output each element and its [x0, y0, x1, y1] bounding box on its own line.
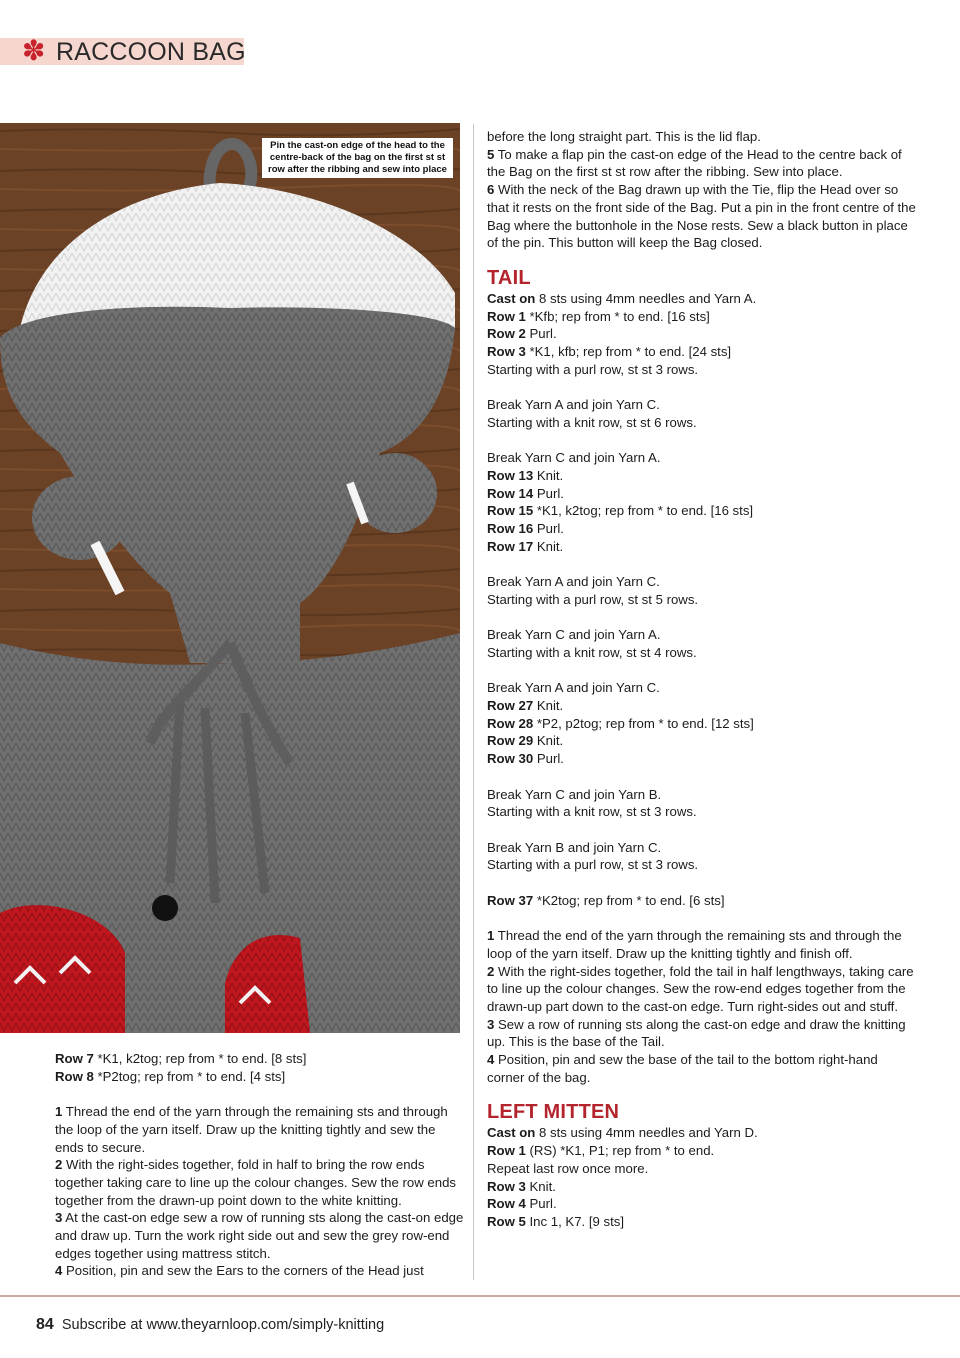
instruction-label: Row 3	[487, 1178, 526, 1194]
instruction-text: Knit.	[533, 698, 564, 714]
instruction-text: *K1, k2tog; rep from * to end. [16 sts]	[533, 503, 754, 519]
instruction-text: Knit.	[533, 538, 564, 554]
instruction-text: Knit.	[525, 1178, 556, 1194]
instruction-line	[487, 963, 917, 1016]
instruction-label: 1	[487, 928, 495, 944]
instruction-line	[487, 1213, 917, 1231]
instruction-label: Row 1	[487, 1143, 526, 1159]
instruction-line	[55, 1050, 465, 1068]
instruction-line	[487, 467, 917, 485]
instruction-text: Sew a row of running sts along the cast-on edge and draw the knitting up. This is the base of the Tail.	[487, 1016, 906, 1050]
instruction-label: Row 37	[487, 892, 534, 908]
instruction-text: Position, pin and sew the Ears to the corners of the Head just	[62, 1263, 424, 1279]
instruction-label: Row 1	[487, 308, 526, 324]
instruction-label: Row 14	[487, 485, 534, 501]
instruction-line: Starting with a purl row, st st 3 rows.	[487, 857, 699, 873]
page-number: 84	[36, 1316, 54, 1333]
instruction-label: 3	[487, 1016, 495, 1032]
asterisk-flower-icon: ✽	[22, 34, 46, 67]
instruction-text: Inc 1, K7. [9 sts]	[525, 1213, 625, 1229]
paragraph-gap	[487, 909, 917, 927]
instruction-line: Break Yarn C and join Yarn B.	[487, 786, 662, 802]
instruction-line	[55, 1262, 465, 1280]
instruction-line	[55, 1068, 465, 1086]
instruction-line	[487, 146, 917, 181]
instruction-line	[487, 715, 917, 733]
instruction-label: 4	[487, 1052, 495, 1068]
paragraph-gap	[487, 768, 917, 786]
instruction-label: Row 28	[487, 715, 534, 731]
instruction-line: Break Yarn B and join Yarn C.	[487, 839, 662, 855]
page-title: RACCOON BAG	[56, 38, 246, 66]
instruction-line	[55, 1103, 465, 1156]
instruction-line: Break Yarn C and join Yarn A.	[487, 450, 661, 466]
instruction-line	[487, 485, 917, 503]
instruction-text: Thread the end of the yarn through the remaining sts and through the loop of the yarn itself. Draw up the knitting tightly and finish off.	[487, 928, 902, 961]
instruction-text: (RS) *K1, P1; rep from * to end.	[525, 1143, 715, 1159]
instruction-label: Row 8	[55, 1068, 94, 1084]
instruction-line	[55, 1209, 465, 1262]
section-space	[487, 252, 917, 266]
instruction-text: 8 sts using 4mm needles and Yarn D.	[535, 1125, 758, 1141]
instruction-line: Starting with a knit row, st st 3 rows.	[487, 804, 697, 820]
instruction-text: With the right-sides together, fold the tail in half lengthways, taking care to line up the colour changes. Sew the row-end edges together from the drawn-up part down to the cast-on edge. Turn right-sides out and stuff.	[487, 963, 914, 1014]
instruction-text: Position, pin and sew the base of the tail to the bottom right-hand corner of the bag.	[487, 1052, 878, 1085]
instruction-text: Knit.	[533, 467, 564, 483]
instruction-text: To make a flap pin the cast-on edge of the Head to the centre back of the Bag on the first st st row after the ribbing. Sew into place.	[487, 146, 902, 180]
instruction-label: Row 2	[487, 326, 526, 342]
instruction-label: Row 13	[487, 467, 534, 483]
instruction-line	[487, 732, 917, 750]
instruction-label: Row 3	[487, 344, 526, 360]
instruction-label: 2	[55, 1157, 63, 1173]
instruction-text: Purl.	[533, 751, 564, 767]
instruction-line: Starting with a purl row, st st 3 rows.	[487, 361, 699, 377]
instruction-label: 4	[55, 1263, 63, 1279]
instruction-line	[487, 308, 917, 326]
instruction-text: Purl.	[525, 326, 557, 342]
instruction-label: Cast on	[487, 290, 536, 306]
instruction-line	[487, 290, 917, 308]
instruction-text: *K1, k2tog; rep from * to end. [8 sts]	[93, 1051, 307, 1066]
instruction-text: With the right-sides together, fold in half to bring the row ends together taking care to line up the colour changes. Sew the row ends together from the drawn-up point down to the white knitting.	[55, 1157, 457, 1208]
footer-subscribe-text: Subscribe at www.theyarnloop.com/simply-knitting	[61, 1317, 385, 1333]
instruction-label: Row 29	[487, 733, 534, 749]
left-column	[55, 1050, 465, 1280]
instruction-label: 6	[487, 182, 495, 198]
instruction-label: Row 4	[487, 1196, 526, 1212]
instruction-line	[487, 1124, 917, 1142]
instruction-line: Break Yarn C and join Yarn A.	[487, 627, 661, 643]
paragraph-gap	[487, 432, 917, 450]
instruction-line	[487, 1195, 917, 1213]
instruction-line	[487, 181, 917, 252]
paragraph-gap	[487, 609, 917, 627]
section-heading: LEFT MITTEN	[487, 1101, 620, 1124]
instruction-line: Starting with a knit row, st st 4 rows.	[487, 644, 697, 660]
instruction-text: *K1, kfb; rep from * to end. [24 sts]	[525, 344, 732, 360]
instruction-line	[55, 1156, 465, 1209]
instruction-label: 1	[55, 1104, 63, 1120]
instruction-line	[487, 697, 917, 715]
instruction-text: Purl.	[533, 485, 564, 501]
instruction-line	[487, 520, 917, 538]
instruction-line: Starting with a knit row, st st 6 rows.	[487, 414, 697, 430]
instruction-label: Cast on	[487, 1125, 536, 1141]
instruction-label: 2	[487, 963, 495, 979]
instruction-text: *K2tog; rep from * to end. [6 sts]	[533, 892, 725, 908]
instruction-label: Row 27	[487, 698, 534, 714]
instruction-label: Row 5	[487, 1213, 526, 1229]
footer-divider	[0, 1295, 960, 1297]
instruction-text: Thread the end of the yarn through the remaining sts and through the loop of the yarn itself. Draw up the knitting tightly and sew the ends to secure.	[55, 1104, 448, 1155]
instruction-label: Row 30	[487, 751, 534, 767]
paragraph-gap	[487, 662, 917, 680]
instruction-line: before the long straight part. This is the lid flap.	[487, 129, 761, 144]
instruction-line	[487, 1016, 917, 1051]
instruction-line	[487, 927, 917, 962]
right-column	[487, 128, 917, 1231]
instruction-line: Starting with a purl row, st st 5 rows.	[487, 591, 699, 607]
instruction-label: Row 16	[487, 521, 534, 537]
instruction-label: Row 15	[487, 503, 534, 519]
instruction-line: Break Yarn A and join Yarn C.	[487, 397, 660, 413]
instruction-text: Purl.	[525, 1196, 557, 1212]
footer	[36, 1316, 384, 1334]
instruction-line: Break Yarn A and join Yarn C.	[487, 680, 660, 696]
instruction-line	[487, 1142, 917, 1160]
instruction-line	[487, 502, 917, 520]
paragraph-gap	[487, 874, 917, 892]
instruction-line	[487, 1178, 917, 1196]
paragraph-gap	[487, 555, 917, 573]
instruction-line	[487, 538, 917, 556]
instruction-line	[487, 892, 917, 910]
instruction-text: *P2, p2tog; rep from * to end. [12 sts]	[533, 715, 754, 731]
instruction-text: Knit.	[533, 733, 564, 749]
instruction-text: *Kfb; rep from * to end. [16 sts]	[525, 308, 710, 324]
paragraph-gap	[55, 1085, 465, 1103]
section-space	[487, 1086, 917, 1100]
raccoon-bag-photo	[0, 123, 460, 1033]
instruction-line	[487, 343, 917, 361]
instruction-text: Purl.	[533, 521, 564, 537]
section-heading: TAIL	[487, 266, 531, 289]
photo-caption: Pin the cast-on edge of the head to the centre-back of the bag on the first st st row after the ribbing and sew into place	[262, 138, 453, 178]
paragraph-gap	[487, 378, 917, 396]
instruction-label: Row 17	[487, 538, 534, 554]
instruction-label: 5	[487, 146, 495, 162]
instruction-line	[487, 325, 917, 343]
instruction-line: Repeat last row once more.	[487, 1160, 649, 1176]
instruction-label: Row 7	[55, 1051, 94, 1066]
paragraph-gap	[487, 821, 917, 839]
instruction-text: 8 sts using 4mm needles and Yarn A.	[535, 290, 757, 306]
instruction-line: Break Yarn A and join Yarn C.	[487, 574, 660, 590]
instruction-label: 3	[55, 1210, 63, 1226]
column-divider	[473, 124, 474, 1280]
instruction-text: At the cast-on edge sew a row of running sts along the cast-on edge and draw up. Turn the work right side out and sew the grey row-end edges together using mattress stitch.	[55, 1210, 464, 1261]
instruction-text: With the neck of the Bag drawn up with the Tie, flip the Head over so that it rests on the front side of the Bag. Put a pin in the front centre of the Bag where the buttonhole in the Nose rests. Sew a black button in place of the pin. This button will keep the Bag closed.	[487, 182, 916, 251]
instruction-text: *P2tog; rep from * to end. [4 sts]	[93, 1068, 286, 1084]
instruction-line	[487, 750, 917, 768]
instruction-line	[487, 1051, 917, 1086]
